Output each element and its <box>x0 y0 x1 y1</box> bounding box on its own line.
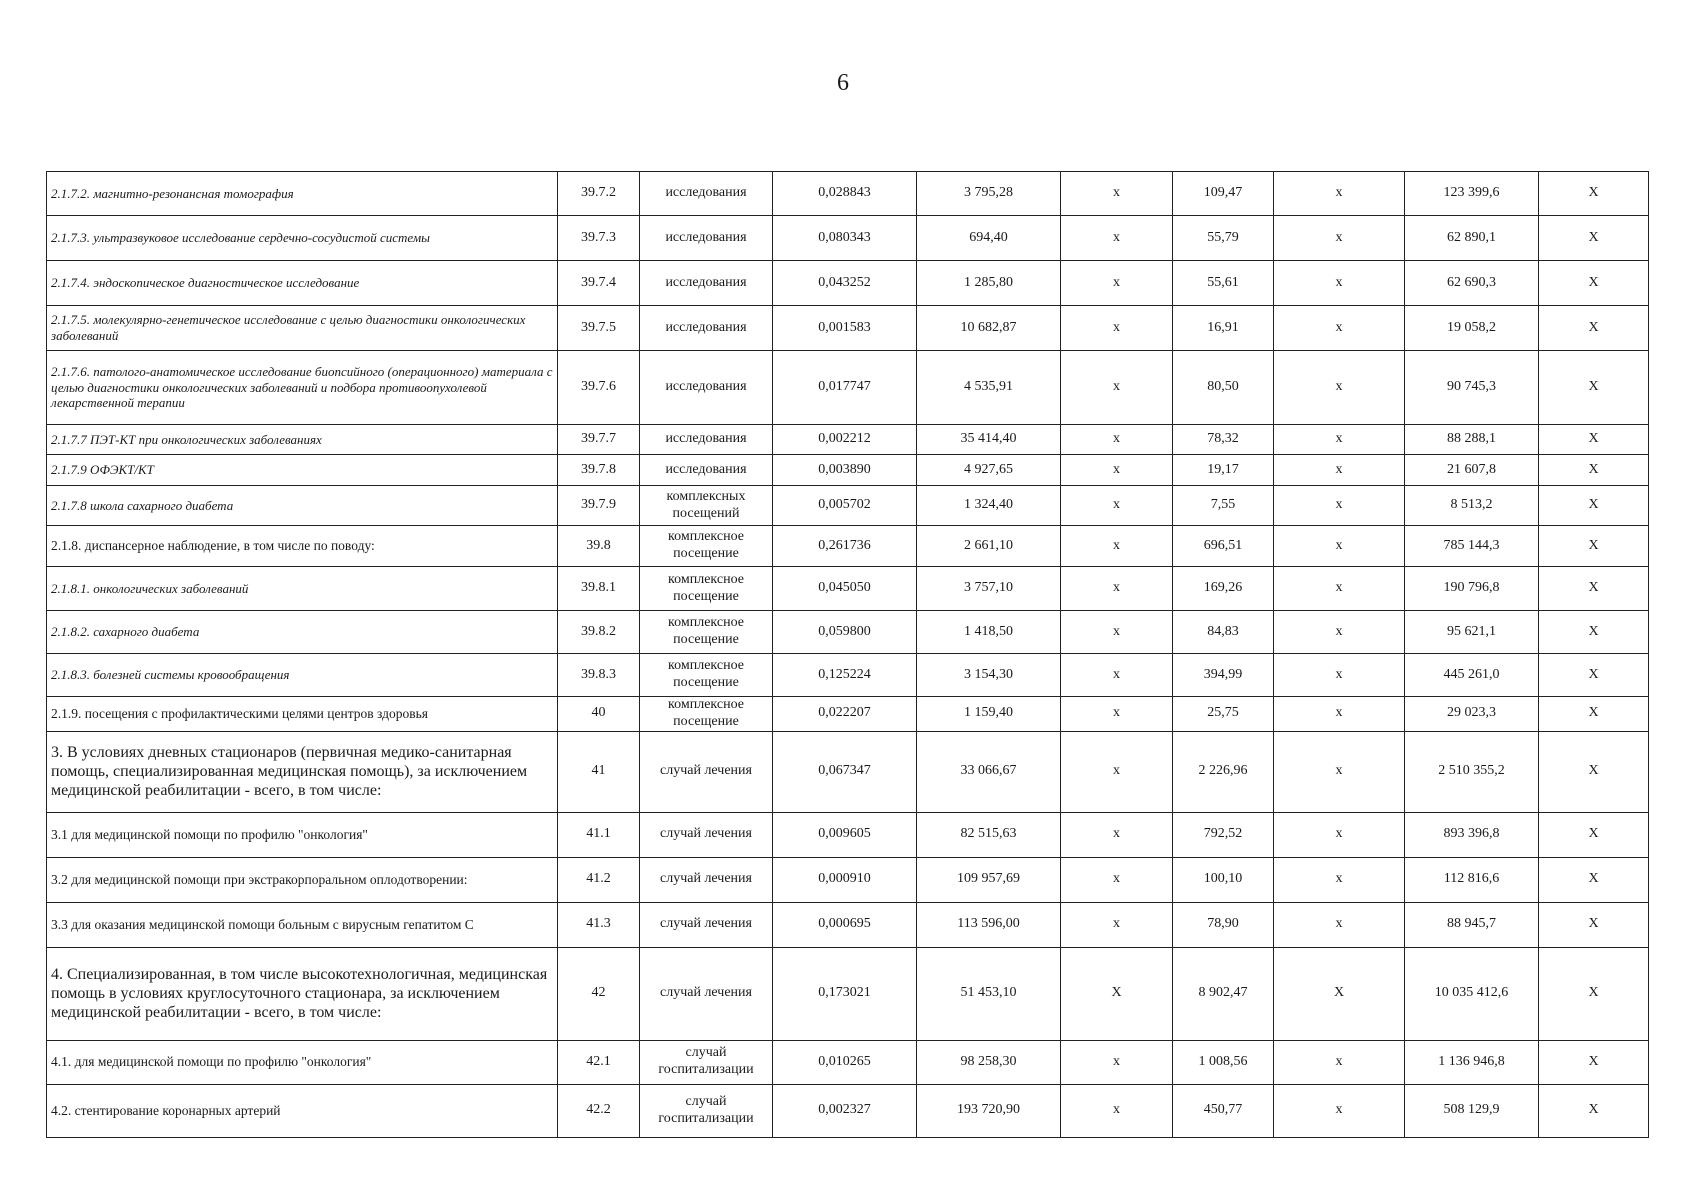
row-cost: 33 066,67 <box>917 731 1061 812</box>
row-col6: x <box>1061 611 1173 654</box>
table-row <box>47 731 1649 812</box>
table-row <box>47 425 1649 455</box>
row-name: 4.2. стентирование коронарных артерий <box>47 1084 558 1137</box>
row-norm: 0,009605 <box>773 812 917 857</box>
row-col10: X <box>1539 654 1649 697</box>
row-col9: 445 261,0 <box>1405 654 1539 697</box>
row-norm: 0,000695 <box>773 902 917 947</box>
row-col8: x <box>1274 1040 1405 1084</box>
row-col6: x <box>1061 351 1173 425</box>
row-cost: 4 535,91 <box>917 351 1061 425</box>
row-col9: 95 621,1 <box>1405 611 1539 654</box>
row-col7: 19,17 <box>1173 455 1274 486</box>
row-cost: 82 515,63 <box>917 812 1061 857</box>
row-col7: 450,77 <box>1173 1084 1274 1137</box>
row-code: 39.7.4 <box>558 261 640 306</box>
row-col9: 88 945,7 <box>1405 902 1539 947</box>
row-code: 39.7.3 <box>558 216 640 261</box>
row-col9: 88 288,1 <box>1405 425 1539 455</box>
row-col8: x <box>1274 611 1405 654</box>
row-name: 2.1.7.6. патолого-анатомическое исследование биопсийного (операционного) материала с целью диагностики онкологических заболеваний и подбора противоопухолевой лекарственной терапии <box>47 351 558 425</box>
row-unit: случай лечения <box>640 902 773 947</box>
page-number: 6 <box>837 70 849 96</box>
table-row <box>47 1040 1649 1084</box>
row-cost: 10 682,87 <box>917 306 1061 351</box>
row-norm: 0,261736 <box>773 526 917 567</box>
row-col7: 16,91 <box>1173 306 1274 351</box>
row-unit: комплексное посещение <box>640 567 773 611</box>
row-code: 41 <box>558 731 640 812</box>
row-col9: 785 144,3 <box>1405 526 1539 567</box>
row-col9: 893 396,8 <box>1405 812 1539 857</box>
row-cost: 1 324,40 <box>917 486 1061 526</box>
table-row <box>47 172 1649 216</box>
table-row <box>47 486 1649 526</box>
row-col10: X <box>1539 306 1649 351</box>
row-col6: x <box>1061 697 1173 732</box>
row-col6: x <box>1061 486 1173 526</box>
row-col7: 78,32 <box>1173 425 1274 455</box>
row-norm: 0,017747 <box>773 351 917 425</box>
row-unit: исследования <box>640 425 773 455</box>
row-norm: 0,028843 <box>773 172 917 216</box>
row-col8: x <box>1274 731 1405 812</box>
row-cost: 51 453,10 <box>917 947 1061 1040</box>
row-code: 39.8.2 <box>558 611 640 654</box>
row-cost: 109 957,69 <box>917 857 1061 902</box>
row-col9: 2 510 355,2 <box>1405 731 1539 812</box>
row-col7: 696,51 <box>1173 526 1274 567</box>
row-col7: 25,75 <box>1173 697 1274 732</box>
row-col9: 10 035 412,6 <box>1405 947 1539 1040</box>
row-cost: 98 258,30 <box>917 1040 1061 1084</box>
row-norm: 0,002212 <box>773 425 917 455</box>
row-col8: x <box>1274 654 1405 697</box>
row-code: 39.7.2 <box>558 172 640 216</box>
row-name: 2.1.7.3. ультразвуковое исследование сердечно-сосудистой системы <box>47 216 558 261</box>
row-col10: X <box>1539 857 1649 902</box>
row-col8: x <box>1274 857 1405 902</box>
row-code: 39.7.7 <box>558 425 640 455</box>
row-col8: x <box>1274 902 1405 947</box>
row-col8: x <box>1274 455 1405 486</box>
row-col10: X <box>1539 526 1649 567</box>
row-code: 42 <box>558 947 640 1040</box>
row-code: 41.1 <box>558 812 640 857</box>
row-col9: 8 513,2 <box>1405 486 1539 526</box>
row-name: 4. Специализированная, в том числе высокотехнологичная, медицинская помощь в условиях круглосуточного стационара, за исключением медицинской реабилитации - всего, в том числе: <box>47 947 558 1040</box>
row-cost: 35 414,40 <box>917 425 1061 455</box>
row-name: 2.1.7.5. молекулярно-генетическое исследование с целью диагностики онкологических заболеваний <box>47 306 558 351</box>
row-col7: 7,55 <box>1173 486 1274 526</box>
row-name: 2.1.9. посещения с профилактическими целями центров здоровья <box>47 697 558 732</box>
table-row <box>47 1084 1649 1137</box>
row-code: 39.7.8 <box>558 455 640 486</box>
row-code: 40 <box>558 697 640 732</box>
table-row <box>47 902 1649 947</box>
row-unit: исследования <box>640 306 773 351</box>
row-col10: X <box>1539 351 1649 425</box>
row-code: 39.7.6 <box>558 351 640 425</box>
row-col7: 8 902,47 <box>1173 947 1274 1040</box>
table-row <box>47 306 1649 351</box>
row-col7: 2 226,96 <box>1173 731 1274 812</box>
row-code: 39.7.9 <box>558 486 640 526</box>
row-col10: X <box>1539 1040 1649 1084</box>
row-cost: 3 795,28 <box>917 172 1061 216</box>
row-col6: x <box>1061 567 1173 611</box>
row-norm: 0,080343 <box>773 216 917 261</box>
row-col6: x <box>1061 1084 1173 1137</box>
row-name: 3. В условиях дневных стационаров (первичная медико-санитарная помощь, специализированная медицинская помощь), за исключением медицинской реабилитации - всего, в том числе: <box>47 731 558 812</box>
row-cost: 3 154,30 <box>917 654 1061 697</box>
row-norm: 0,125224 <box>773 654 917 697</box>
table-row <box>47 216 1649 261</box>
row-code: 39.8.1 <box>558 567 640 611</box>
row-cost: 1 159,40 <box>917 697 1061 732</box>
row-name: 2.1.7.9 ОФЭКТ/КТ <box>47 455 558 486</box>
row-norm: 0,001583 <box>773 306 917 351</box>
row-col10: X <box>1539 425 1649 455</box>
row-cost: 193 720,90 <box>917 1084 1061 1137</box>
row-col10: X <box>1539 812 1649 857</box>
row-unit: случай лечения <box>640 731 773 812</box>
row-col6: x <box>1061 425 1173 455</box>
row-col10: X <box>1539 697 1649 732</box>
row-col9: 90 745,3 <box>1405 351 1539 425</box>
row-col8: x <box>1274 216 1405 261</box>
row-cost: 3 757,10 <box>917 567 1061 611</box>
row-norm: 0,173021 <box>773 947 917 1040</box>
row-col8: x <box>1274 697 1405 732</box>
row-norm: 0,067347 <box>773 731 917 812</box>
table-row <box>47 261 1649 306</box>
row-norm: 0,059800 <box>773 611 917 654</box>
row-code: 39.7.5 <box>558 306 640 351</box>
row-col8: x <box>1274 526 1405 567</box>
row-norm: 0,000910 <box>773 857 917 902</box>
row-col6: x <box>1061 812 1173 857</box>
row-cost: 113 596,00 <box>917 902 1061 947</box>
row-name: 2.1.8.2. сахарного диабета <box>47 611 558 654</box>
row-col9: 508 129,9 <box>1405 1084 1539 1137</box>
row-col8: x <box>1274 812 1405 857</box>
table-row <box>47 947 1649 1040</box>
table-row <box>47 455 1649 486</box>
table-row <box>47 567 1649 611</box>
row-name: 2.1.7.2. магнитно-резонансная томография <box>47 172 558 216</box>
row-name: 2.1.7.7 ПЭТ-КТ при онкологических заболеваниях <box>47 425 558 455</box>
row-name: 2.1.8.3. болезней системы кровообращения <box>47 654 558 697</box>
row-col7: 109,47 <box>1173 172 1274 216</box>
row-norm: 0,005702 <box>773 486 917 526</box>
row-unit: исследования <box>640 172 773 216</box>
row-col7: 78,90 <box>1173 902 1274 947</box>
table-row <box>47 351 1649 425</box>
row-col8: x <box>1274 1084 1405 1137</box>
row-col10: X <box>1539 261 1649 306</box>
row-name: 3.3 для оказания медицинской помощи больным с вирусным гепатитом С <box>47 902 558 947</box>
row-code: 39.8.3 <box>558 654 640 697</box>
row-col7: 169,26 <box>1173 567 1274 611</box>
row-col6: x <box>1061 902 1173 947</box>
row-col10: X <box>1539 1084 1649 1137</box>
row-col10: X <box>1539 216 1649 261</box>
row-col10: X <box>1539 902 1649 947</box>
row-col7: 55,61 <box>1173 261 1274 306</box>
row-unit: исследования <box>640 216 773 261</box>
row-norm: 0,022207 <box>773 697 917 732</box>
row-cost: 4 927,65 <box>917 455 1061 486</box>
row-name: 2.1.8. диспансерное наблюдение, в том числе по поводу: <box>47 526 558 567</box>
row-col7: 80,50 <box>1173 351 1274 425</box>
row-col9: 21 607,8 <box>1405 455 1539 486</box>
row-col8: x <box>1274 172 1405 216</box>
table-row <box>47 611 1649 654</box>
row-col9: 62 690,3 <box>1405 261 1539 306</box>
row-col9: 123 399,6 <box>1405 172 1539 216</box>
row-col8: x <box>1274 486 1405 526</box>
row-col9: 190 796,8 <box>1405 567 1539 611</box>
row-col6: x <box>1061 654 1173 697</box>
row-unit: случай госпитализации <box>640 1040 773 1084</box>
row-unit: исследования <box>640 455 773 486</box>
row-col7: 100,10 <box>1173 857 1274 902</box>
row-col6: x <box>1061 261 1173 306</box>
table-row <box>47 697 1649 732</box>
row-col7: 1 008,56 <box>1173 1040 1274 1084</box>
row-cost: 1 418,50 <box>917 611 1061 654</box>
row-name: 3.2 для медицинской помощи при экстракорпоральном оплодотворении: <box>47 857 558 902</box>
row-cost: 2 661,10 <box>917 526 1061 567</box>
row-col10: X <box>1539 172 1649 216</box>
row-unit: комплексное посещение <box>640 697 773 732</box>
row-norm: 0,002327 <box>773 1084 917 1137</box>
row-code: 42.2 <box>558 1084 640 1137</box>
row-col7: 84,83 <box>1173 611 1274 654</box>
row-col6: x <box>1061 1040 1173 1084</box>
row-unit: комплексное посещение <box>640 611 773 654</box>
row-col6: x <box>1061 216 1173 261</box>
row-col8: x <box>1274 567 1405 611</box>
row-unit: комплексное посещение <box>640 526 773 567</box>
row-unit: исследования <box>640 261 773 306</box>
row-code: 41.2 <box>558 857 640 902</box>
row-col8: x <box>1274 306 1405 351</box>
row-col8: x <box>1274 425 1405 455</box>
row-name: 2.1.7.8 школа сахарного диабета <box>47 486 558 526</box>
table-row <box>47 857 1649 902</box>
row-col9: 62 890,1 <box>1405 216 1539 261</box>
row-code: 39.8 <box>558 526 640 567</box>
row-name: 2.1.8.1. онкологических заболеваний <box>47 567 558 611</box>
row-col8: X <box>1274 947 1405 1040</box>
row-col10: X <box>1539 611 1649 654</box>
row-col6: X <box>1061 947 1173 1040</box>
row-col7: 792,52 <box>1173 812 1274 857</box>
row-col6: x <box>1061 731 1173 812</box>
row-name: 3.1 для медицинской помощи по профилю "онкология" <box>47 812 558 857</box>
row-norm: 0,010265 <box>773 1040 917 1084</box>
row-unit: случай лечения <box>640 947 773 1040</box>
row-cost: 1 285,80 <box>917 261 1061 306</box>
row-col10: X <box>1539 567 1649 611</box>
table-row <box>47 654 1649 697</box>
row-col7: 394,99 <box>1173 654 1274 697</box>
row-col6: x <box>1061 857 1173 902</box>
row-col9: 29 023,3 <box>1405 697 1539 732</box>
row-unit: случай лечения <box>640 857 773 902</box>
table-row <box>47 812 1649 857</box>
row-unit: комплексное посещение <box>640 654 773 697</box>
row-col6: x <box>1061 306 1173 351</box>
row-col10: X <box>1539 486 1649 526</box>
row-code: 42.1 <box>558 1040 640 1084</box>
norms-table <box>46 171 1649 1138</box>
row-norm: 0,045050 <box>773 567 917 611</box>
row-unit: исследования <box>640 351 773 425</box>
row-col6: x <box>1061 526 1173 567</box>
row-col9: 1 136 946,8 <box>1405 1040 1539 1084</box>
row-cost: 694,40 <box>917 216 1061 261</box>
row-col6: x <box>1061 172 1173 216</box>
row-col10: X <box>1539 947 1649 1040</box>
row-unit: случай госпитализации <box>640 1084 773 1137</box>
row-norm: 0,003890 <box>773 455 917 486</box>
row-col6: x <box>1061 455 1173 486</box>
row-unit: случай лечения <box>640 812 773 857</box>
row-name: 2.1.7.4. эндоскопическое диагностическое исследование <box>47 261 558 306</box>
table-row <box>47 526 1649 567</box>
row-col10: X <box>1539 455 1649 486</box>
row-name: 4.1. для медицинской помощи по профилю "онкология" <box>47 1040 558 1084</box>
row-col9: 19 058,2 <box>1405 306 1539 351</box>
row-unit: комплексных посещений <box>640 486 773 526</box>
row-col10: X <box>1539 731 1649 812</box>
row-col7: 55,79 <box>1173 216 1274 261</box>
row-code: 41.3 <box>558 902 640 947</box>
row-col9: 112 816,6 <box>1405 857 1539 902</box>
row-norm: 0,043252 <box>773 261 917 306</box>
row-col8: x <box>1274 351 1405 425</box>
row-col8: x <box>1274 261 1405 306</box>
